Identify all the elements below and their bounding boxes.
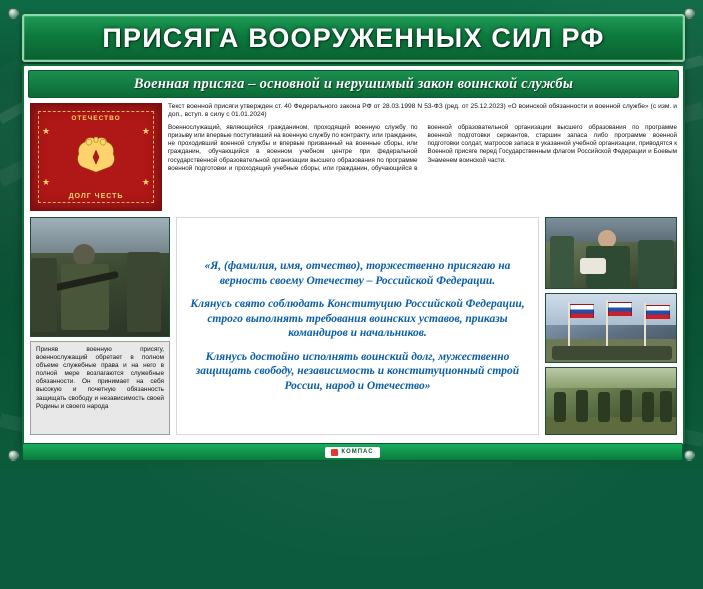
photo-officer-reading-oath bbox=[545, 217, 677, 289]
lower-section bbox=[30, 217, 677, 435]
left-column bbox=[30, 217, 170, 435]
photo-caption: Приняв военную присягу, военнослужащий обретает в полном объеме служебные права и на него в полной мере возлагаются служебные обязанности. Он принимает на себя высокую и почетную обязанность защищать свободу и независимость своей Родины и своего народа bbox=[30, 341, 170, 435]
star-icon: ★ bbox=[42, 177, 51, 187]
double-headed-eagle-icon bbox=[73, 134, 119, 178]
mount-screw-top-left bbox=[8, 8, 19, 19]
emblem-bottom-text: ДОЛГ ЧЕСТЬ bbox=[68, 193, 124, 200]
star-icon: ★ bbox=[42, 126, 51, 136]
oath-paragraph-2: Клянусь свято соблюдать Конституцию Российской Федерации, строго выполнять требования воинских уставов, приказы командиров и начальников. bbox=[190, 298, 525, 339]
footer-logo bbox=[325, 447, 379, 458]
law-reference-text: Текст военной присяги утвержден ст. 40 Федерального закона РФ от 28.03.1998 N 53-ФЗ (ред. от 25.12.2023) «О воинской обязанности и военной службе» (с изм. и доп., вступ. в силу с 01.01.2024) bbox=[168, 103, 677, 119]
oath-paragraph-1: «Я, (фамилия, имя, отчество), торжественно присягаю на верность своему Отечеству – Российской Федерации. bbox=[204, 260, 511, 287]
star-icon: ★ bbox=[141, 177, 150, 187]
photo-parade-flags bbox=[545, 293, 677, 363]
subtitle-text: Военная присяга – основной и нерушимый закон воинской службы bbox=[133, 75, 574, 92]
poster-title-banner bbox=[22, 14, 685, 62]
star-icon: ★ bbox=[141, 126, 150, 136]
oath-paragraph-3: Клянусь достойно исполнять воинский долг, мужественно защищать свободу, независимость и конституционный строй России, народ и Отечество» bbox=[195, 350, 520, 392]
content-board bbox=[22, 64, 685, 446]
emblem-panel bbox=[30, 103, 162, 211]
oath-text-panel bbox=[176, 217, 539, 435]
mount-screw-top-right bbox=[684, 8, 695, 19]
right-column bbox=[545, 217, 677, 435]
upper-text-column bbox=[168, 103, 677, 211]
emblem-top-text: ОТЕЧЕСТВО bbox=[71, 115, 121, 122]
body-text: Военнослужащий, являющийся гражданином, проходящий военную службу по призыву или впервые поступивший на военную службу по контракту, или гражданин, не проходивший военной службы и впервые призванный на военные сборы, или гражданин, обучающийся в военном учебном центре при федеральной государственной образовательной организации высшего образования по программе военной подготовки и проходящий учебные сборы, или гражданин, обучающийся в военной образовательной организации высшего образования по программе военной подготовки сержантов, старшин запаса либо программе военной подготовки солдат, матросов запаса в указанной учебной организации, приводятся к Военной присяге перед Государственным флагом Российской Федерации и Боевым Знаменем воинской части. bbox=[168, 123, 677, 172]
footer-logo-text: КОМПАС bbox=[341, 449, 374, 455]
footer-strip bbox=[22, 443, 683, 461]
page-title: ПРИСЯГА ВООРУЖЕННЫХ СИЛ РФ bbox=[102, 22, 605, 53]
subtitle-banner bbox=[28, 70, 679, 98]
kompas-logo-icon bbox=[331, 449, 338, 456]
upper-section bbox=[30, 103, 677, 211]
mount-screw-bottom-left bbox=[8, 450, 19, 461]
photo-soldier-rifle bbox=[30, 217, 170, 337]
mount-screw-bottom-right bbox=[684, 450, 695, 461]
photo-formation-field bbox=[545, 367, 677, 435]
